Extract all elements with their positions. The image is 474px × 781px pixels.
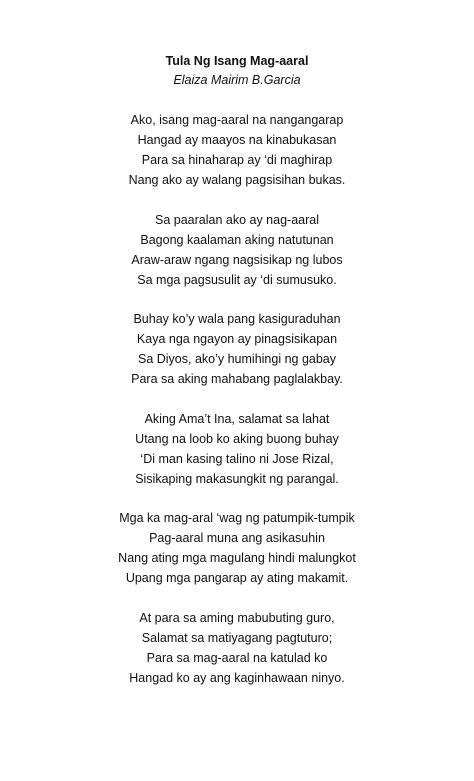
poem-line: Utang na loob ko aking buong buhay: [135, 431, 339, 446]
poem-line: Sa Diyos, ako’y humihingi ng gabay: [137, 352, 337, 366]
poem-line: Kaya nga ngayon ay pinagsisikapan: [136, 332, 338, 346]
stanza-5: [0, 508, 474, 588]
poem-line: Nang ako ay walang pagsisihan bukas.: [128, 173, 346, 187]
poem-line: Ako, isang mag-aaral na nangangarap: [130, 113, 344, 127]
poem-line: Aking Ama’t Ina, salamat sa lahat: [144, 411, 330, 426]
poem-line: Pag-aaral muna ang asikasuhin: [149, 531, 325, 545]
poem-line: At para sa aming mabubuting guro,: [139, 610, 335, 625]
poem-line: Para sa hinaharap ay ‘di maghirap: [141, 153, 333, 167]
poem-line: Sa paaralan ako ay nag-aaral: [154, 212, 319, 227]
poem-line: Para sa mag-aaral na katulad ko: [146, 650, 328, 665]
poem-line: Hangad ay maayos na kinabukasan: [137, 133, 337, 147]
poem-author: Elaiza Mairim B.Garcia: [173, 73, 301, 87]
poem-title: Tula Ng Isang Mag-aaral: [165, 54, 309, 68]
poem-line: ‘Di man kasing talino ni Jose Rizal,: [140, 451, 334, 466]
stanza-3: [0, 309, 474, 389]
stanza-1: [0, 110, 474, 190]
poem-line: Sa mga pagsusulit ay ‘di sumusuko.: [137, 272, 337, 287]
poem-line: Nang ating mga magulang hindi malungkot: [118, 551, 356, 565]
poem-line: Hangad ko ay ang kaginhawaan ninyo.: [129, 670, 345, 685]
poem-line: Para sa aking mahabang paglalakbay.: [131, 372, 343, 386]
poem-line: Araw-araw ngang nagsisikap ng lubos: [131, 252, 343, 267]
poem-line: Salamat sa matiyagang pagtuturo;: [141, 630, 333, 645]
poem-line: Sisikaping makasungkit ng parangal.: [135, 471, 339, 486]
stanza-6: [0, 608, 474, 688]
poem-line: Bagong kaalaman aking natutunan: [140, 232, 334, 247]
stanza-2: [0, 210, 474, 290]
poem-line: Mga ka mag-aral ‘wag ng patumpik-tumpik: [119, 511, 355, 525]
poem-body: [0, 110, 474, 707]
poem-line: Buhay ko’y wala pang kasiguraduhan: [133, 312, 341, 326]
poem-line: Upang mga pangarap ay ating makamit.: [125, 571, 349, 585]
stanza-4: [0, 409, 474, 489]
